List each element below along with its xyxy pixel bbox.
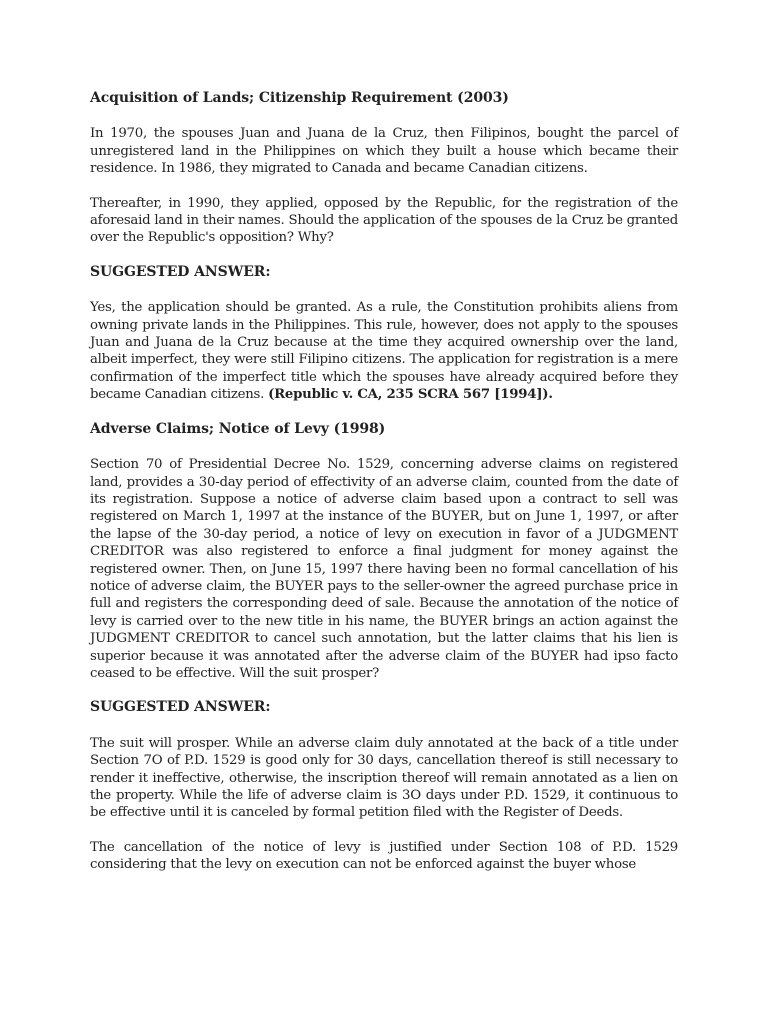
answer-paragraph: The suit will prosper. While an adverse claim duly annotated at the back of a title under Section 7O of P.D. 1529 is good only for 30 days, cancellation thereof is still necessary to render it ineffective, otherwise, the inscription thereof will remain annotated as a lien on the property. While the life of adverse claim is 3O days under P.D. 1529, it continuous to be effective until it is canceled by formal petition filed with the Register of Deeds.	[90, 735, 678, 821]
question-paragraph: Thereafter, in 1990, they applied, opposed by the Republic, for the registration of the aforesaid land in their names. Should the application of the spouses de la Cruz be granted over the Republic's opposition? Why?	[90, 195, 679, 246]
answer-paragraph: The cancellation of the notice of levy is justified under Section 108 of P.D. 1529 considering that the levy on execution can not be enforced against the buyer whose	[90, 839, 678, 873]
question-paragraph: In 1970, the spouses Juan and Juana de la Cruz, then Filipinos, bought the parcel of unregistered land in the Philippines on which they built a house which became their residence. In 1986, they migrated to Canada and became Canadian citizens.	[90, 126, 678, 177]
answer-text: Yes, the application should be granted. As a rule, the Constitution prohibits aliens from owning private lands in the Philippines. This rule, however, does not apply to the spouses Juan and Juana de la Cruz because at the time they acquired ownership over the land, albeit imperfect, they were still Filipino citizens. The application for registration is a mere confirmation of the imperfect title which the spouses have already acquired before they became Canadian citizens.	[90, 300, 678, 403]
question-paragraph: Section 70 of Presidential Decree No. 1529, concerning adverse claims on registered land, provides a 30-day period of effectivity of an adverse claim, counted from the date of its registration. Suppose a notice of adverse claim based upon a contract to sell was registered on March 1, 1997 at the instance of the BUYER, but on June 1, 1997, or after the lapse of the 30-day period, a notice of levy on execution in favor of a JUDGMENT CREDITOR was also registered to enforce a final judgment for money against the registered owner. Then, on June 15, 1997 there having been no formal cancellation of his notice of adverse claim, the BUYER pays to the seller-owner the agreed purchase price in full and registers the corresponding deed of sale. Because the annotation of the notice of levy is carried over to the new title in his name, the BUYER brings an action against the JUDGMENT CREDITOR to cancel such annotation, but the latter claims that his lien is superior because it was annotated after the adverse claim of the BUYER had ipso facto ceased to be effective. Will the suit prosper?	[90, 457, 678, 681]
section-heading: Acquisition of Lands; Citizenship Requirement (2003)	[90, 90, 509, 106]
case-citation: (Republic v. CA, 235 SCRA 567 [1994]).	[268, 387, 553, 403]
document-page	[90, 90, 678, 874]
section-heading: Adverse Claims; Notice of Levy (1998)	[90, 420, 386, 437]
suggested-answer-label: SUGGESTED ANSWER:	[90, 699, 271, 716]
answer-paragraph	[90, 299, 678, 403]
suggested-answer-label: SUGGESTED ANSWER:	[90, 263, 271, 280]
